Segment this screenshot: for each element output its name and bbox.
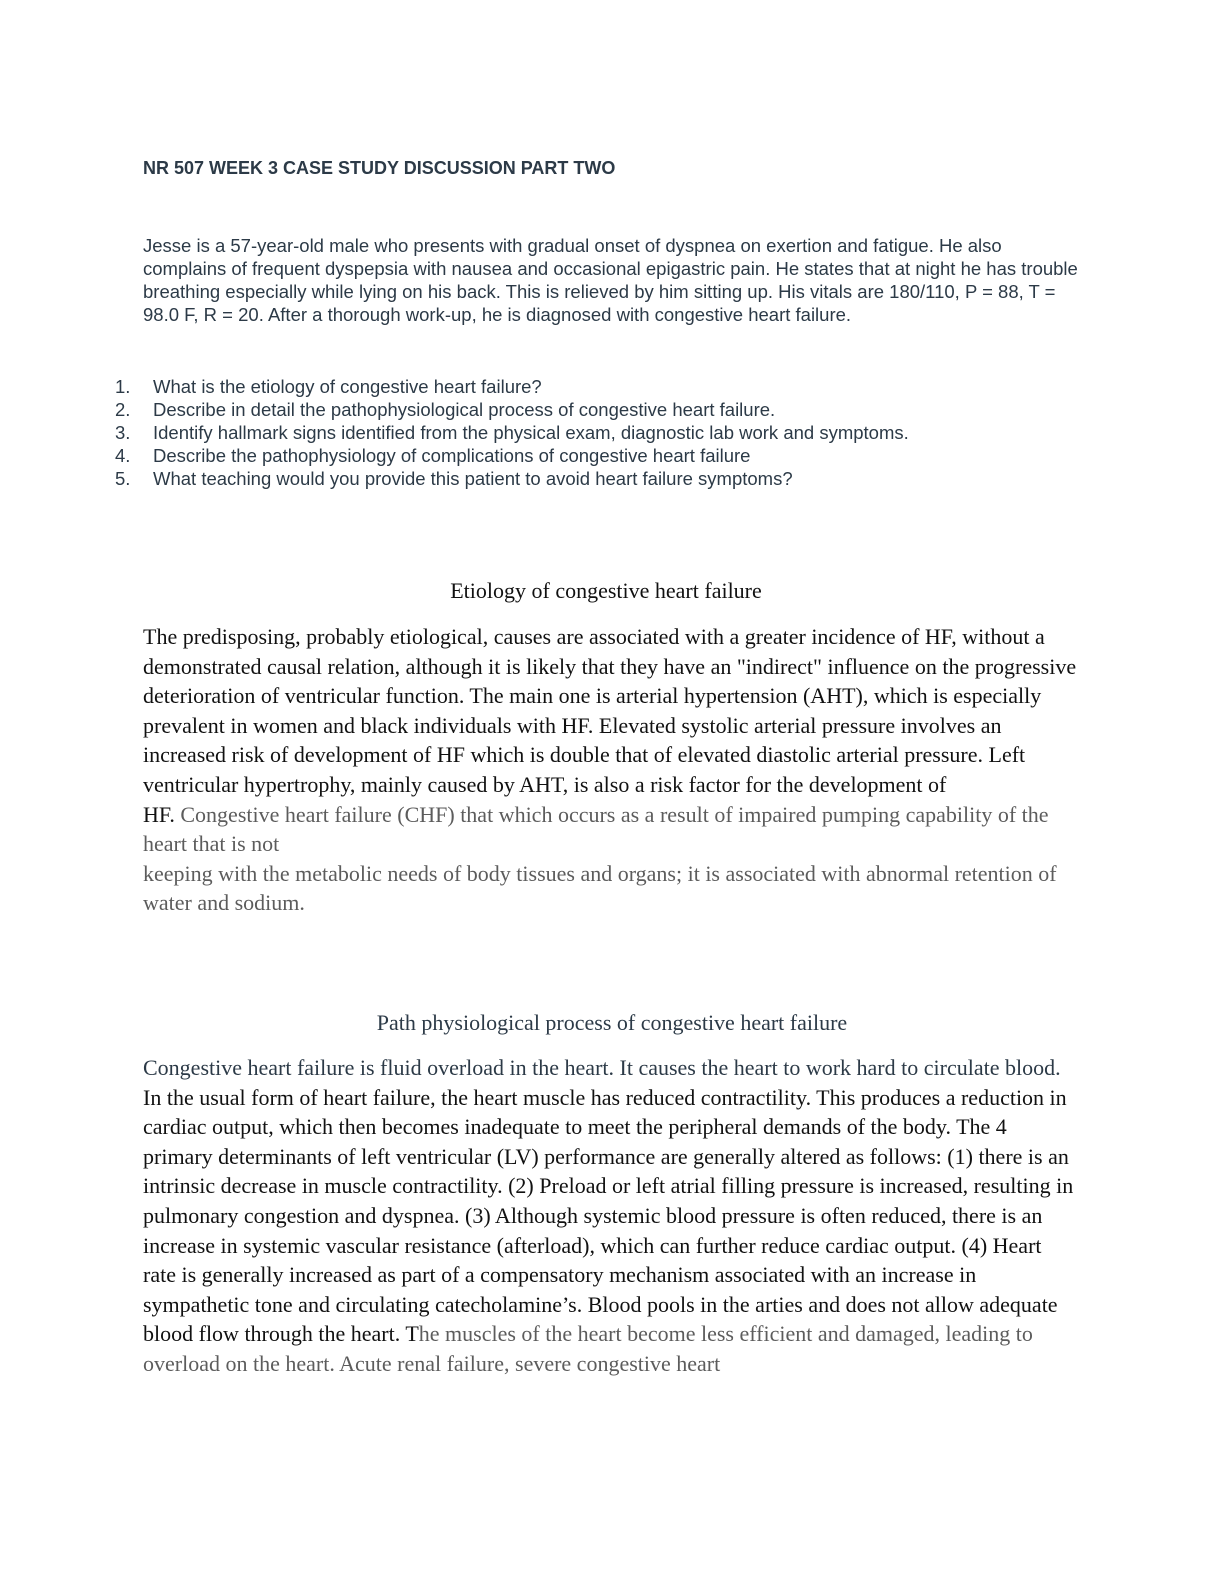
section-heading-pathophysiology: Path physiological process of congestive heart failure <box>376 1010 848 1035</box>
fluid-overload-text: Congestive heart failure is fluid overload in the heart. It causes the heart to work hard to circulate blood. <box>143 1055 1061 1080</box>
etiology-hf-text: HF. <box>143 801 175 827</box>
etiology-paragraph <box>143 622 1078 918</box>
question-text: Identify hallmark signs identified from the physical exam, diagnostic lab work and symptoms. <box>153 422 909 443</box>
question-text: What is the etiology of congestive heart failure? <box>153 376 542 397</box>
pathophysiology-text: In the usual form of heart failure, the heart muscle has reduced contractility. This produces a reduction in cardiac output, which then becomes inadequate to meet the peripheral demands of the body. The 4 primary determinants of left ventricular (LV) performance are generally altered as follows: (1) there is an intrinsic decrease in muscle contractility. (2) Preload or left atrial filling pressure is increased, resulting in pulmonary congestion and dyspnea. (3) Although systemic blood pressure is often reduced, there is an increase in systemic vascular resistance (afterload), which can further reduce cardiac output. (4) Heart rate is generally increased as part of a compensatory mechanism associated with an increase in sympathetic tone and circulating catecholamine’s. Blood pools in the arties and does not allow adequate blood flow through the heart. T <box>143 1084 1074 1347</box>
question-item <box>115 467 1075 490</box>
chf-definition-continued: keeping with the metabolic needs of body tissues and organs; it is associated with abnormal retention of water and sodium. <box>143 860 1057 916</box>
question-list <box>115 375 1075 490</box>
question-number: 2. <box>115 399 131 420</box>
question-text: Describe in detail the pathophysiological process of congestive heart failure. <box>153 399 776 420</box>
section-heading-etiology: Etiology of congestive heart failure <box>450 578 762 603</box>
question-text: What teaching would you provide this patient to avoid heart failure symptoms? <box>153 468 793 489</box>
document-title: NR 507 WEEK 3 CASE STUDY DISCUSSION PART TWO <box>143 158 616 178</box>
question-item <box>115 444 1075 467</box>
question-number: 3. <box>115 422 131 443</box>
case-description: Jesse is a 57-year-old male who presents with gradual onset of dyspnea on exertion and fatigue. He also complains of frequent dyspepsia with nausea and occasional epigastric pain. He states that at night he has trouble breathing especially while lying on his back. This is relieved by him sitting up. His vitals are 180/110, P = 88, T = 98.0 F, R = 20. After a thorough work-up, he is diagnosed with congestive heart failure. <box>143 235 1078 325</box>
question-text: Describe the pathophysiology of complications of congestive heart failure <box>153 445 751 466</box>
pathophysiology-paragraph <box>143 1053 1078 1379</box>
muscle-damage-text: he muscles of the heart become less efficient and damaged, leading to overload on the heart. Acute renal failure, severe congestive heart <box>143 1321 1033 1376</box>
etiology-text: The predisposing, probably etiological, causes are associated with a greater incidence of HF, without a demonstrated causal relation, although it is likely that they have an "indirect" influence on the progressive deterioration of ventricular function. The main one is arterial hypertension (AHT), which is especially prevalent in women and black individuals with HF. Elevated systolic arterial pressure involves an increased risk of development of HF which is double that of elevated diastolic arterial pressure. Left ventricular hypertrophy, mainly caused by AHT, is also a risk factor for the development of <box>143 624 1077 797</box>
question-number: 1. <box>115 376 131 397</box>
question-number: 5. <box>115 468 131 489</box>
question-item <box>115 375 1075 398</box>
question-item <box>115 421 1075 444</box>
chf-definition-text: Congestive heart failure (CHF) that which occurs as a result of impaired pumping capability of the heart that is not <box>143 801 1049 857</box>
question-item <box>115 398 1075 421</box>
question-number: 4. <box>115 445 131 466</box>
